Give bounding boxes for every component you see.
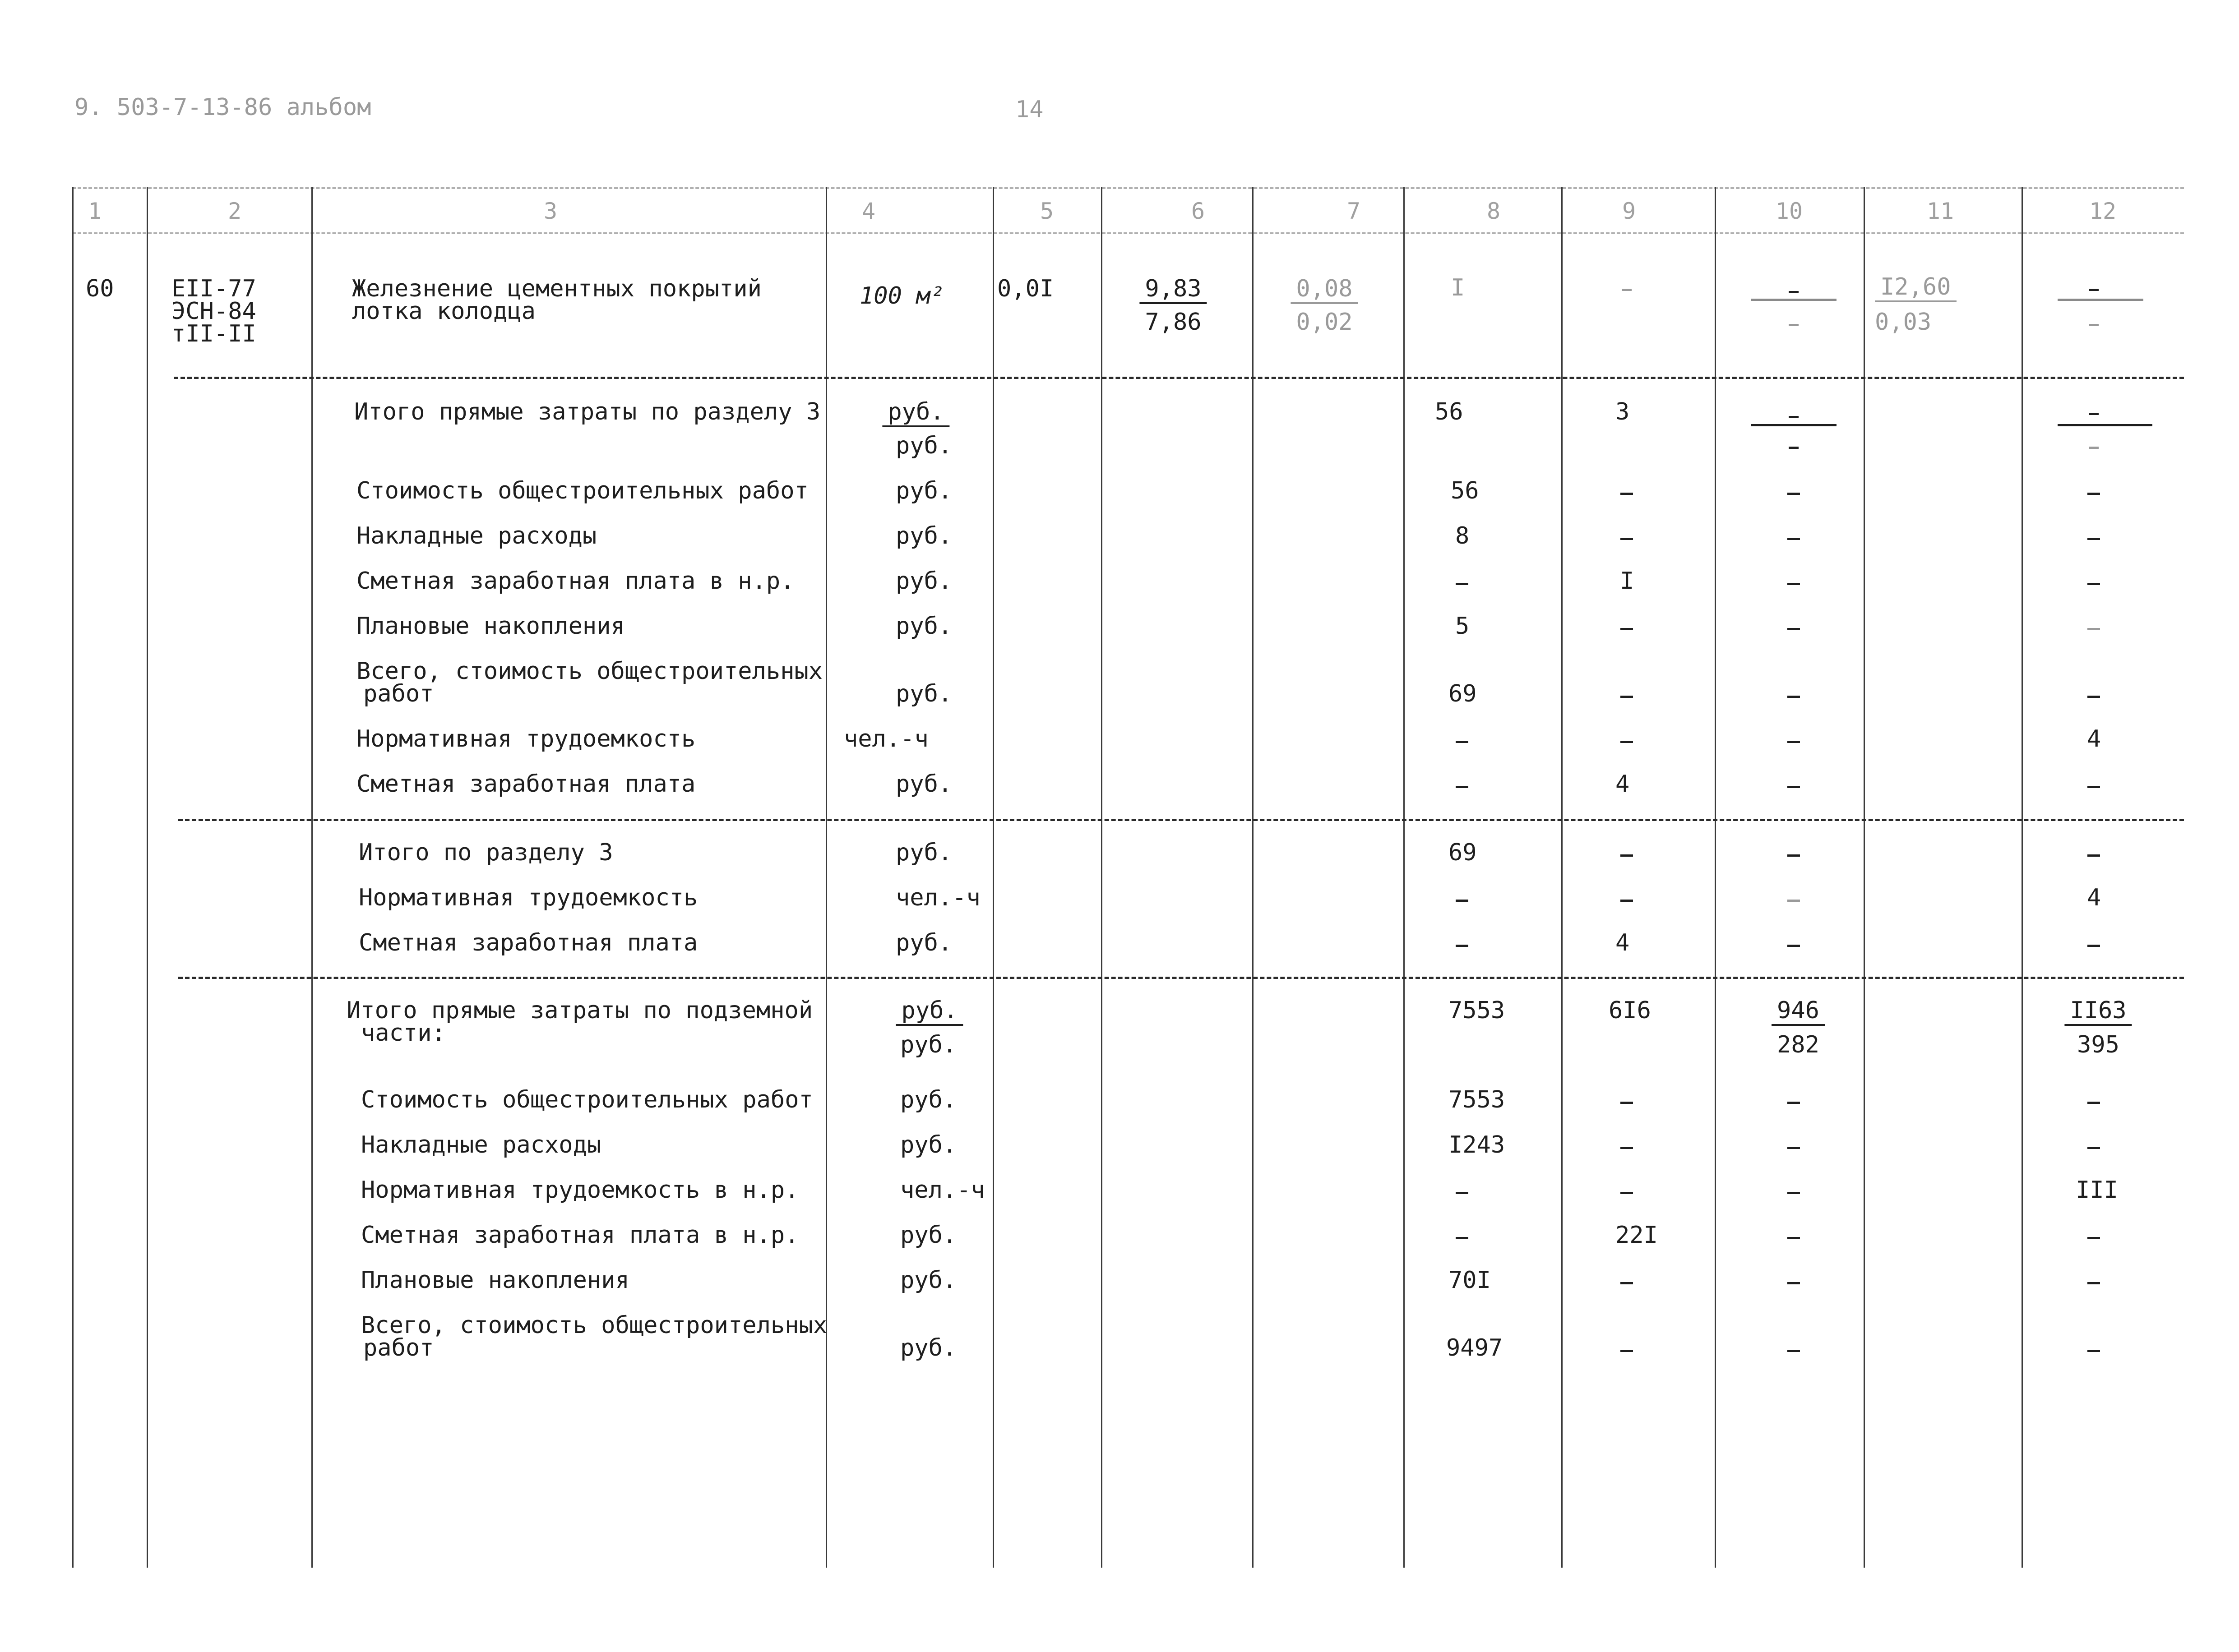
row-c12: 4: [2087, 725, 2101, 752]
row-unit: руб.: [896, 839, 953, 866]
row-separator: [178, 819, 2184, 821]
row-unit: руб.: [896, 477, 953, 504]
item-title-line: Железнение цементных покрытий: [352, 275, 762, 302]
empty-cell-dash: [1620, 1282, 1633, 1284]
empty-cell-dash: [1789, 291, 1799, 293]
empty-cell-dash: [1787, 583, 1800, 585]
row-label: Плановые накопления: [356, 613, 625, 640]
row-label: Сметная заработная плата: [359, 929, 698, 956]
row-c9: I: [1620, 568, 1634, 595]
empty-cell-dash: [2087, 786, 2100, 788]
fraction-bar: [2058, 299, 2143, 301]
empty-cell-dash: [1456, 900, 1468, 902]
document-header: 9. 503-7-13-86 альбом: [74, 94, 371, 121]
fraction-bar: [1751, 424, 1837, 426]
empty-cell-dash: [1620, 1192, 1633, 1194]
total-label-line: работ: [363, 680, 434, 707]
empty-cell-dash: [1787, 1237, 1800, 1239]
empty-cell-dash: [1787, 900, 1800, 902]
empty-cell-dash: [1622, 289, 1632, 291]
section-direct-c8: 56: [1435, 398, 1463, 425]
column-line: [1561, 187, 1563, 1568]
empty-cell-dash: [1787, 786, 1800, 788]
underground-unit-bottom: руб.: [900, 1031, 957, 1058]
row-unit: руб.: [896, 771, 953, 798]
row-label: Сметная заработная плата: [356, 771, 696, 798]
empty-cell-dash: [1787, 1102, 1800, 1104]
column-number: 6: [1191, 198, 1205, 224]
column-number: 9: [1622, 198, 1636, 224]
row-unit: чел.-ч: [900, 1177, 985, 1204]
row-label: Плановые накопления: [361, 1267, 629, 1294]
column-number: 8: [1486, 198, 1501, 224]
empty-cell-dash: [1787, 538, 1800, 540]
empty-cell-dash: [2087, 583, 2100, 585]
column-line: [1403, 187, 1405, 1568]
column-number: 10: [1775, 198, 1803, 224]
section-direct-label: Итого прямые затраты по разделу 3: [354, 398, 821, 425]
row-unit: руб.: [900, 1086, 957, 1113]
empty-cell-dash: [1787, 1147, 1800, 1149]
row-c8: 69: [1448, 839, 1477, 866]
underground-c12-top: II63: [2064, 998, 2132, 1026]
row-c8: 7553: [1448, 1086, 1505, 1113]
total-c8: 9497: [1446, 1334, 1503, 1361]
row-c9: 22I: [1615, 1222, 1658, 1249]
empty-cell-dash: [2087, 1350, 2100, 1352]
empty-cell-dash: [1456, 741, 1468, 743]
column-number: 12: [2089, 198, 2117, 224]
empty-cell-dash: [1456, 1237, 1468, 1239]
empty-cell-dash: [2087, 1282, 2100, 1284]
column-number: 7: [1346, 198, 1361, 224]
empty-cell-dash: [1789, 324, 1799, 326]
underground-c12-bottom: 395: [2077, 1031, 2119, 1058]
column-line: [147, 187, 148, 1568]
empty-cell-dash: [1787, 493, 1800, 495]
underground-c8: 7553: [1448, 997, 1505, 1024]
row-c9: 4: [1615, 929, 1630, 956]
empty-cell-dash: [1789, 447, 1799, 449]
row-label: Сметная заработная плата в н.р.: [356, 568, 795, 595]
item-c7-bottom: 0,02: [1296, 309, 1353, 336]
row-label: Стоимость общестроительных работ: [361, 1086, 813, 1113]
underground-unit-top: руб.: [896, 998, 963, 1026]
total-c8: 69: [1448, 680, 1477, 707]
row-unit: руб.: [896, 522, 953, 549]
empty-cell-dash: [1787, 696, 1800, 698]
empty-cell-dash: [2087, 696, 2100, 698]
item-number: 60: [86, 275, 114, 302]
empty-cell-dash: [1620, 1147, 1633, 1149]
row-label: Накладные расходы: [361, 1131, 601, 1158]
empty-cell-dash: [1787, 1192, 1800, 1194]
row-separator: [178, 977, 2184, 979]
empty-cell-dash: [1620, 1350, 1633, 1352]
empty-cell-dash: [1787, 741, 1800, 743]
column-line: [1252, 187, 1254, 1568]
item-c7-top: 0,08: [1291, 276, 1358, 304]
item-c6-top: 9,83: [1139, 276, 1207, 304]
row-label: Накладные расходы: [356, 522, 597, 549]
row-c12: 4: [2087, 884, 2101, 911]
empty-cell-dash: [1620, 1102, 1633, 1104]
underground-label-line: Итого прямые затраты по подземной: [347, 997, 813, 1024]
row-c8: 8: [1455, 522, 1470, 549]
fraction-bar: [2058, 424, 2152, 426]
row-unit: руб.: [900, 1222, 957, 1249]
empty-cell-dash: [2087, 628, 2100, 630]
row-c8: I243: [1448, 1131, 1505, 1158]
column-number: 3: [543, 198, 558, 224]
item-unit: 100 м²: [860, 282, 944, 309]
empty-cell-dash: [1787, 1350, 1800, 1352]
column-number: 2: [227, 198, 242, 224]
empty-cell-dash: [2089, 413, 2099, 415]
empty-cell-dash: [2087, 538, 2100, 540]
row-unit: руб.: [900, 1131, 957, 1158]
row-label: Нормативная трудоемкость: [359, 884, 698, 911]
empty-cell-dash: [1620, 696, 1633, 698]
table-top-border: [72, 187, 2184, 189]
column-line: [1864, 187, 1865, 1568]
row-c12: III: [2076, 1177, 2118, 1204]
empty-cell-dash: [2087, 1237, 2100, 1239]
section-direct-unit-top: руб.: [882, 399, 949, 427]
empty-cell-dash: [2089, 289, 2099, 291]
total-unit: руб.: [900, 1334, 957, 1361]
column-line: [72, 187, 74, 1568]
empty-cell-dash: [1456, 583, 1468, 585]
item-quantity: 0,0I: [997, 275, 1054, 302]
column-number: 1: [88, 198, 102, 224]
empty-cell-dash: [1620, 854, 1633, 857]
column-line: [2022, 187, 2023, 1568]
underground-c10-top: 946: [1772, 998, 1825, 1026]
item-c11-top: I2,60: [1875, 274, 1957, 302]
row-label: Сметная заработная плата в н.р.: [361, 1222, 799, 1249]
empty-cell-dash: [2087, 1147, 2100, 1149]
underground-c10-bottom: 282: [1777, 1031, 1819, 1058]
empty-cell-dash: [1620, 628, 1633, 630]
fraction-bar: [1751, 299, 1837, 301]
empty-cell-dash: [1620, 741, 1633, 743]
total-unit: руб.: [896, 680, 953, 707]
empty-cell-dash: [2087, 493, 2100, 495]
total-label-line: Всего, стоимость общестроительных: [361, 1312, 828, 1339]
row-label: Стоимость общестроительных работ: [356, 477, 809, 504]
row-unit: руб.: [896, 568, 953, 595]
section-direct-unit-bottom: руб.: [896, 432, 953, 459]
underground-label-line: части:: [361, 1020, 446, 1047]
row-c8: 56: [1451, 477, 1479, 504]
empty-cell-dash: [2089, 324, 2099, 326]
empty-cell-dash: [1787, 945, 1800, 947]
header-row-border: [72, 232, 2184, 234]
row-label: Нормативная трудоемкость: [356, 725, 696, 752]
empty-cell-dash: [1620, 493, 1633, 495]
page-number: 14: [1015, 96, 1044, 123]
item-c11-bottom: 0,03: [1875, 309, 1932, 336]
row-label: Нормативная трудоемкость в н.р.: [361, 1177, 799, 1204]
empty-cell-dash: [1456, 786, 1468, 788]
empty-cell-dash: [1787, 628, 1800, 630]
row-c8: 70I: [1448, 1267, 1491, 1294]
row-separator: [174, 377, 2184, 379]
row-unit: руб.: [896, 613, 953, 640]
column-line: [1101, 187, 1102, 1568]
item-title-line: лотка колодца: [352, 298, 536, 325]
item-code-line: ЕII-77: [171, 275, 256, 302]
item-c8: I: [1451, 274, 1465, 301]
row-label: Итого по разделу 3: [359, 839, 613, 866]
empty-cell-dash: [1620, 900, 1633, 902]
underground-c9: 6I6: [1609, 997, 1651, 1024]
column-line: [311, 187, 313, 1568]
column-number: 5: [1040, 198, 1054, 224]
column-line: [1715, 187, 1716, 1568]
column-number: 4: [861, 198, 876, 224]
total-label-line: Всего, стоимость общестроительных: [356, 658, 823, 685]
section-direct-c9: 3: [1615, 398, 1630, 425]
empty-cell-dash: [2089, 447, 2099, 449]
empty-cell-dash: [1787, 854, 1800, 857]
item-code-line: ЭСН-84: [171, 298, 256, 325]
column-number: 11: [1926, 198, 1954, 224]
column-line: [826, 187, 827, 1568]
total-label-line: работ: [363, 1334, 434, 1361]
row-unit: чел.-ч: [896, 884, 981, 911]
empty-cell-dash: [2087, 854, 2100, 857]
empty-cell-dash: [1620, 538, 1633, 540]
empty-cell-dash: [1787, 1282, 1800, 1284]
column-line: [993, 187, 994, 1568]
empty-cell-dash: [1789, 416, 1799, 418]
row-unit: руб.: [900, 1267, 957, 1294]
row-c8: 5: [1455, 613, 1470, 640]
row-c9: 4: [1615, 771, 1630, 798]
row-unit: чел.-ч: [844, 725, 929, 752]
item-code-line: тII-II: [171, 320, 256, 347]
empty-cell-dash: [2087, 1102, 2100, 1104]
empty-cell-dash: [1456, 1192, 1468, 1194]
empty-cell-dash: [1456, 945, 1468, 947]
item-c6-bottom: 7,86: [1145, 309, 1202, 336]
row-unit: руб.: [896, 929, 953, 956]
empty-cell-dash: [2087, 945, 2100, 947]
